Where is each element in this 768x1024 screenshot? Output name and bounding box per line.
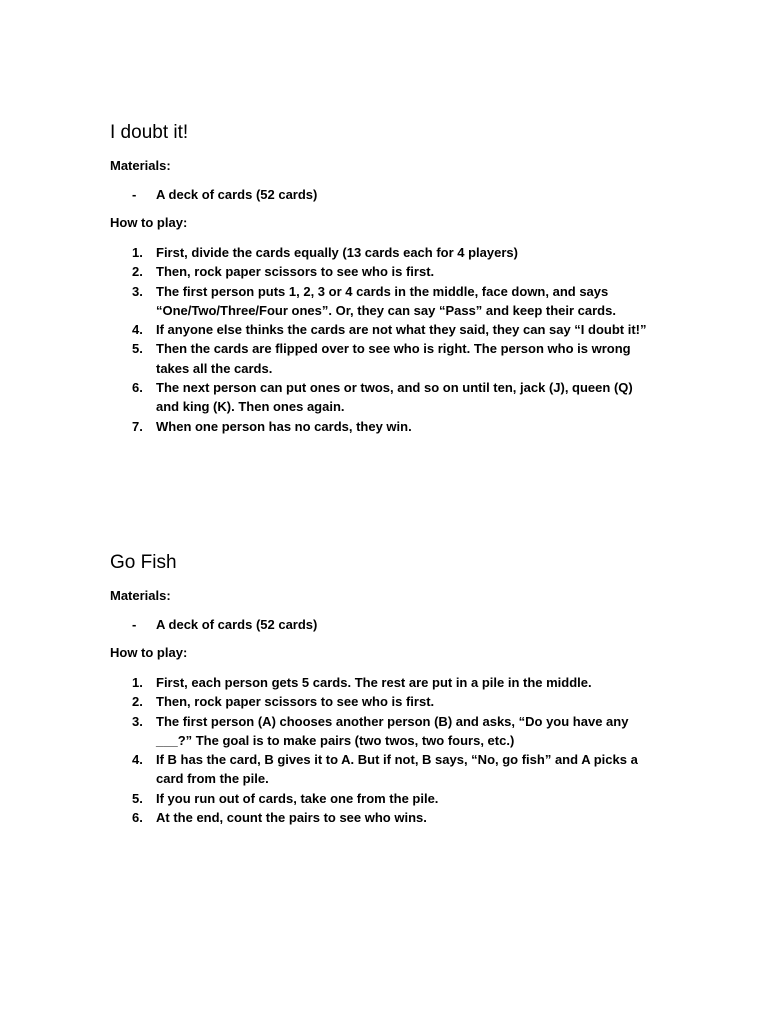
materials-label: Materials: <box>110 588 171 603</box>
step-text: Then the cards are flipped over to see who is right. The person who is wrong takes all the cards. <box>156 341 631 376</box>
materials-item <box>110 186 655 204</box>
step-item <box>110 750 655 789</box>
step-number: 5. <box>132 790 143 806</box>
step-number: 2. <box>132 264 143 280</box>
step-item <box>110 282 655 321</box>
materials-item <box>110 616 655 634</box>
step-text: The next person can put ones or twos, and so on until ten, jack (J), queen (Q) and king (K). Then ones again. <box>156 380 633 415</box>
step-item <box>110 339 655 378</box>
step-text: When one person has no cards, they win. <box>156 418 412 434</box>
step-item <box>110 808 655 827</box>
how-to-play-label: How to play: <box>110 215 188 230</box>
step-text: Then, rock paper scissors to see who is first. <box>156 264 435 280</box>
step-number: 1. <box>132 675 143 690</box>
step-number: 4. <box>132 322 143 338</box>
step-text: If B has the card, B gives it to A. But if not, B says, “No, go fish” and A picks a card from the pile. <box>156 752 638 787</box>
dash-bullet: - <box>132 617 137 632</box>
step-item <box>110 692 655 711</box>
section-title: I doubt it! <box>110 122 189 143</box>
dash-bullet: - <box>132 187 137 202</box>
step-text: If you run out of cards, take one from the pile. <box>156 790 439 806</box>
materials-list <box>110 186 655 204</box>
materials-item-text: A deck of cards (52 cards) <box>156 187 318 202</box>
materials-list <box>110 616 655 634</box>
step-number: 3. <box>132 283 143 299</box>
step-number: 6. <box>132 810 143 826</box>
step-item <box>110 262 655 281</box>
step-text: First, divide the cards equally (13 cards each for 4 players) <box>156 245 518 260</box>
materials-label: Materials: <box>110 158 171 173</box>
steps-list <box>110 673 655 827</box>
step-number: 2. <box>132 694 143 710</box>
step-item <box>110 712 655 751</box>
section-title: Go Fish <box>110 552 177 573</box>
game-section-go-fish <box>110 552 655 827</box>
materials-item-text: A deck of cards (52 cards) <box>156 617 318 632</box>
step-number: 7. <box>132 418 143 434</box>
step-number: 1. <box>132 245 143 260</box>
step-item <box>110 789 655 808</box>
step-item <box>110 673 655 692</box>
step-number: 5. <box>132 341 143 357</box>
step-item <box>110 417 655 436</box>
step-item <box>110 378 655 417</box>
step-item <box>110 320 655 339</box>
how-to-play-label: How to play: <box>110 645 188 660</box>
step-text: First, each person gets 5 cards. The rest are put in a pile in the middle. <box>156 675 592 690</box>
steps-list <box>110 243 655 436</box>
step-number: 4. <box>132 752 143 768</box>
step-text: Then, rock paper scissors to see who is first. <box>156 694 435 710</box>
step-text: At the end, count the pairs to see who wins. <box>156 810 427 826</box>
step-number: 3. <box>132 713 143 729</box>
step-number: 6. <box>132 380 143 396</box>
step-text: The first person (A) chooses another person (B) and asks, “Do you have any ___?” The goal is to make pairs (two twos, two fours, etc.) <box>156 713 629 748</box>
game-section-i-doubt-it <box>110 122 655 436</box>
step-item <box>110 243 655 262</box>
step-text: The first person puts 1, 2, 3 or 4 cards in the middle, face down, and says “One/Two/Three/Four ones”. Or, they can say “Pass” and keep their cards. <box>156 283 616 318</box>
step-text: If anyone else thinks the cards are not what they said, they can say “I doubt it!” <box>156 322 647 338</box>
